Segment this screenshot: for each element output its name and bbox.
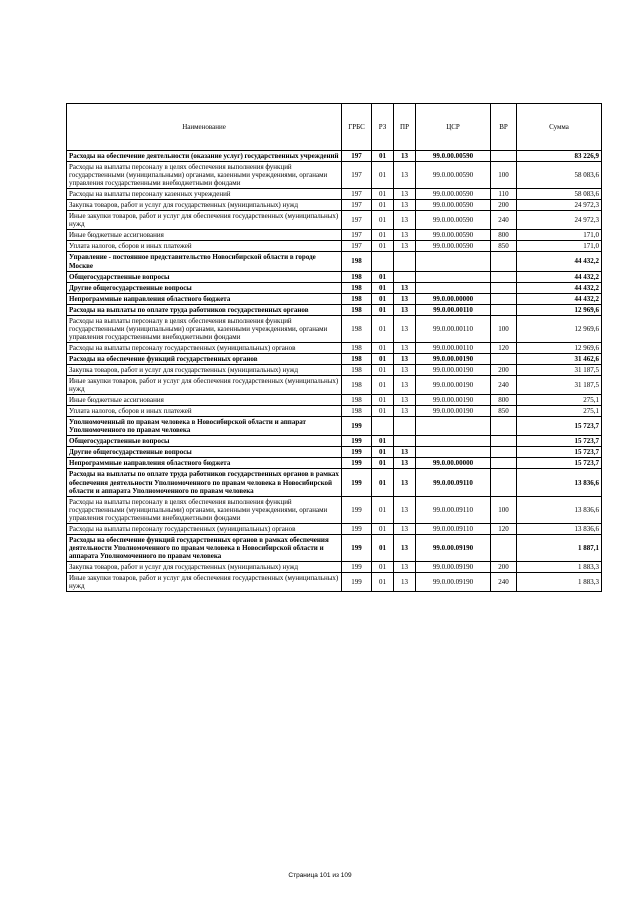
cell-sum: 12 969,6 <box>517 304 602 315</box>
cell-csr: 99.0.00.00590 <box>416 230 491 241</box>
budget-table <box>66 103 602 592</box>
cell-sum: 275,1 <box>517 406 602 417</box>
cell-vr: 100 <box>491 162 517 189</box>
table-row <box>67 151 602 162</box>
cell-grbs: 199 <box>342 496 372 523</box>
cell-pr: 13 <box>394 315 416 342</box>
header-row <box>67 104 602 151</box>
cell-sum: 44 432,2 <box>517 252 602 271</box>
cell-rz: 01 <box>372 304 394 315</box>
cell-grbs: 198 <box>342 395 372 406</box>
cell-sum: 58 083,6 <box>517 162 602 189</box>
cell-grbs: 198 <box>342 315 372 342</box>
cell-rz <box>372 417 394 436</box>
cell-grbs: 197 <box>342 162 372 189</box>
page-number: Страница 101 из 109 <box>288 872 352 879</box>
cell-rz: 01 <box>372 572 394 591</box>
table-row <box>67 417 602 436</box>
cell-name: Расходы на выплаты по оплате труда работников государственных органов <box>67 304 342 315</box>
cell-csr: 99.0.00.09190 <box>416 572 491 591</box>
cell-vr <box>491 252 517 271</box>
cell-grbs: 199 <box>342 572 372 591</box>
cell-name: Непрограммные направления областного бюджета <box>67 293 342 304</box>
cell-vr: 800 <box>491 395 517 406</box>
table-row <box>67 282 602 293</box>
cell-vr: 850 <box>491 406 517 417</box>
cell-sum: 24 972,3 <box>517 200 602 211</box>
cell-grbs: 197 <box>342 241 372 252</box>
header-rz: РЗ <box>372 104 394 151</box>
cell-name: Расходы на выплаты по оплате труда работников государственных органов в рамках обеспечения деятельности Уполномоченного по правам человека в Новосибирской области и аппарата Уполномоченного по правам человека <box>67 469 342 496</box>
cell-sum: 31 462,6 <box>517 353 602 364</box>
cell-grbs: 197 <box>342 189 372 200</box>
cell-rz: 01 <box>372 230 394 241</box>
cell-name: Уплата налогов, сборов и иных платежей <box>67 241 342 252</box>
table-row <box>67 447 602 458</box>
table-row <box>67 304 602 315</box>
cell-csr: 99.0.00.00190 <box>416 376 491 395</box>
cell-vr <box>491 304 517 315</box>
cell-rz: 01 <box>372 436 394 447</box>
cell-sum: 44 432,2 <box>517 282 602 293</box>
table-row <box>67 271 602 282</box>
header-sum: Сумма <box>517 104 602 151</box>
cell-csr: 99.0.00.09190 <box>416 534 491 561</box>
cell-pr: 13 <box>394 395 416 406</box>
cell-grbs: 198 <box>342 353 372 364</box>
table-row <box>67 241 602 252</box>
cell-grbs: 199 <box>342 523 372 534</box>
cell-vr: 200 <box>491 364 517 375</box>
table-row <box>67 523 602 534</box>
cell-vr <box>491 469 517 496</box>
cell-vr <box>491 417 517 436</box>
cell-grbs: 197 <box>342 211 372 230</box>
cell-vr: 120 <box>491 523 517 534</box>
cell-csr <box>416 271 491 282</box>
cell-grbs: 198 <box>342 293 372 304</box>
table-row <box>67 534 602 561</box>
cell-pr: 13 <box>394 458 416 469</box>
header-pr: ПР <box>394 104 416 151</box>
cell-csr <box>416 417 491 436</box>
cell-name: Расходы на обеспечение деятельности (оказание услуг) государственных учреждений <box>67 151 342 162</box>
cell-name: Иные закупки товаров, работ и услуг для обеспечения государственных (муниципальных) нужд <box>67 211 342 230</box>
cell-grbs: 199 <box>342 436 372 447</box>
cell-vr <box>491 353 517 364</box>
table-row <box>67 342 602 353</box>
cell-pr: 13 <box>394 469 416 496</box>
cell-csr: 99.0.00.00000 <box>416 293 491 304</box>
cell-csr <box>416 436 491 447</box>
table-row <box>67 200 602 211</box>
cell-grbs: 198 <box>342 252 372 271</box>
cell-sum: 171,0 <box>517 241 602 252</box>
cell-csr: 99.0.00.00190 <box>416 406 491 417</box>
cell-csr: 99.0.00.00590 <box>416 200 491 211</box>
table-body <box>67 151 602 592</box>
cell-sum: 15 723,7 <box>517 447 602 458</box>
cell-name: Непрограммные направления областного бюджета <box>67 458 342 469</box>
cell-sum: 15 723,7 <box>517 417 602 436</box>
table-row <box>67 561 602 572</box>
cell-csr <box>416 252 491 271</box>
cell-vr: 120 <box>491 342 517 353</box>
cell-sum: 13 836,6 <box>517 523 602 534</box>
cell-grbs: 199 <box>342 561 372 572</box>
cell-name: Управление - постоянное представительство Новосибирской области в городе Москве <box>67 252 342 271</box>
cell-vr <box>491 458 517 469</box>
cell-grbs: 198 <box>342 271 372 282</box>
cell-rz: 01 <box>372 315 394 342</box>
cell-pr: 13 <box>394 241 416 252</box>
cell-name: Расходы на выплаты персоналу в целях обеспечения выполнения функций государственными (муниципальными) органами, казенными учреждениями, органами управления государственными внебюджетными фондами <box>67 162 342 189</box>
cell-sum: 171,0 <box>517 230 602 241</box>
cell-sum: 1 883,3 <box>517 561 602 572</box>
cell-name: Иные бюджетные ассигнования <box>67 395 342 406</box>
table-row <box>67 458 602 469</box>
cell-vr <box>491 447 517 458</box>
cell-grbs: 198 <box>342 304 372 315</box>
cell-pr: 13 <box>394 200 416 211</box>
cell-rz: 01 <box>372 458 394 469</box>
cell-vr: 800 <box>491 230 517 241</box>
table-row <box>67 353 602 364</box>
cell-rz: 01 <box>372 395 394 406</box>
cell-csr: 99.0.00.00110 <box>416 342 491 353</box>
cell-rz: 01 <box>372 561 394 572</box>
cell-pr: 13 <box>394 293 416 304</box>
cell-csr <box>416 282 491 293</box>
cell-sum: 15 723,7 <box>517 436 602 447</box>
cell-csr: 99.0.00.09110 <box>416 523 491 534</box>
table-row <box>67 364 602 375</box>
cell-pr <box>394 417 416 436</box>
cell-csr: 99.0.00.00190 <box>416 364 491 375</box>
cell-grbs: 197 <box>342 151 372 162</box>
cell-vr: 240 <box>491 376 517 395</box>
cell-pr: 13 <box>394 189 416 200</box>
table-row <box>67 572 602 591</box>
cell-vr <box>491 436 517 447</box>
table-row <box>67 376 602 395</box>
cell-vr: 100 <box>491 315 517 342</box>
cell-csr: 99.0.00.00000 <box>416 458 491 469</box>
cell-sum: 83 226,9 <box>517 151 602 162</box>
table-row <box>67 189 602 200</box>
cell-name: Закупка товаров, работ и услуг для государственных (муниципальных) нужд <box>67 561 342 572</box>
cell-rz <box>372 252 394 271</box>
cell-rz: 01 <box>372 496 394 523</box>
table-row <box>67 469 602 496</box>
cell-csr: 99.0.00.00590 <box>416 151 491 162</box>
cell-rz: 01 <box>372 241 394 252</box>
cell-rz: 01 <box>372 353 394 364</box>
cell-pr: 13 <box>394 376 416 395</box>
cell-name: Расходы на выплаты персоналу государственных (муниципальных) органов <box>67 523 342 534</box>
cell-name: Расходы на обеспечение функций государственных органов в рамках обеспечения деятельности Уполномоченного по правам человека в Новосибирской области и аппарата Уполномоченного по правам человека <box>67 534 342 561</box>
cell-vr: 240 <box>491 572 517 591</box>
cell-vr <box>491 271 517 282</box>
cell-rz: 01 <box>372 282 394 293</box>
header-csr: ЦСР <box>416 104 491 151</box>
cell-vr: 850 <box>491 241 517 252</box>
cell-csr: 99.0.00.00590 <box>416 162 491 189</box>
cell-sum: 1 887,1 <box>517 534 602 561</box>
table-row <box>67 293 602 304</box>
table-row <box>67 230 602 241</box>
cell-rz: 01 <box>372 447 394 458</box>
cell-name: Иные бюджетные ассигнования <box>67 230 342 241</box>
cell-grbs: 198 <box>342 364 372 375</box>
cell-name: Расходы на выплаты персоналу в целях обеспечения выполнения функций государственными (муниципальными) органами, казенными учреждениями, органами управления государственными внебюджетными фондами <box>67 496 342 523</box>
cell-name: Расходы на обеспечение функций государственных органов <box>67 353 342 364</box>
cell-pr: 13 <box>394 211 416 230</box>
cell-csr: 99.0.00.00590 <box>416 211 491 230</box>
cell-csr: 99.0.00.00190 <box>416 353 491 364</box>
cell-grbs: 198 <box>342 406 372 417</box>
cell-pr <box>394 436 416 447</box>
cell-pr: 13 <box>394 534 416 561</box>
cell-grbs: 199 <box>342 417 372 436</box>
header-grbs: ГРБС <box>342 104 372 151</box>
cell-csr: 99.0.00.00590 <box>416 241 491 252</box>
cell-csr: 99.0.00.09110 <box>416 469 491 496</box>
cell-name: Закупка товаров, работ и услуг для государственных (муниципальных) нужд <box>67 200 342 211</box>
cell-pr: 13 <box>394 230 416 241</box>
cell-rz: 01 <box>372 342 394 353</box>
cell-csr: 99.0.00.09110 <box>416 496 491 523</box>
cell-sum: 15 723,7 <box>517 458 602 469</box>
table-row <box>67 315 602 342</box>
cell-pr: 13 <box>394 496 416 523</box>
cell-vr <box>491 293 517 304</box>
cell-vr: 110 <box>491 189 517 200</box>
table-row <box>67 436 602 447</box>
cell-csr: 99.0.00.00110 <box>416 315 491 342</box>
cell-grbs: 198 <box>342 282 372 293</box>
cell-name: Иные закупки товаров, работ и услуг для обеспечения государственных (муниципальных) нужд <box>67 572 342 591</box>
header-vr: ВР <box>491 104 517 151</box>
cell-name: Другие общегосударственные вопросы <box>67 447 342 458</box>
cell-rz: 01 <box>372 364 394 375</box>
cell-sum: 31 187,5 <box>517 364 602 375</box>
cell-sum: 24 972,3 <box>517 211 602 230</box>
cell-grbs: 198 <box>342 376 372 395</box>
cell-rz: 01 <box>372 162 394 189</box>
cell-grbs: 199 <box>342 458 372 469</box>
cell-name: Уполномоченный по правам человека в Новосибирской области и аппарат Уполномоченного по правам человека <box>67 417 342 436</box>
cell-csr <box>416 447 491 458</box>
cell-pr: 13 <box>394 447 416 458</box>
cell-pr: 13 <box>394 406 416 417</box>
cell-rz: 01 <box>372 211 394 230</box>
cell-pr: 13 <box>394 282 416 293</box>
cell-sum: 1 883,3 <box>517 572 602 591</box>
cell-name: Уплата налогов, сборов и иных платежей <box>67 406 342 417</box>
table-row <box>67 162 602 189</box>
cell-rz: 01 <box>372 189 394 200</box>
cell-pr: 13 <box>394 342 416 353</box>
cell-grbs: 199 <box>342 447 372 458</box>
cell-vr: 100 <box>491 496 517 523</box>
cell-sum: 13 836,6 <box>517 469 602 496</box>
cell-pr <box>394 252 416 271</box>
cell-rz: 01 <box>372 200 394 211</box>
cell-rz: 01 <box>372 469 394 496</box>
cell-name: Иные закупки товаров, работ и услуг для обеспечения государственных (муниципальных) нужд <box>67 376 342 395</box>
cell-name: Расходы на выплаты персоналу казенных учреждений <box>67 189 342 200</box>
cell-pr: 13 <box>394 353 416 364</box>
cell-rz: 01 <box>372 376 394 395</box>
cell-rz: 01 <box>372 151 394 162</box>
cell-sum: 12 969,6 <box>517 342 602 353</box>
cell-grbs: 198 <box>342 342 372 353</box>
cell-sum: 31 187,5 <box>517 376 602 395</box>
cell-grbs: 199 <box>342 534 372 561</box>
cell-name: Закупка товаров, работ и услуг для государственных (муниципальных) нужд <box>67 364 342 375</box>
cell-sum: 13 836,6 <box>517 496 602 523</box>
cell-grbs: 199 <box>342 469 372 496</box>
cell-name: Общегосударственные вопросы <box>67 436 342 447</box>
cell-csr: 99.0.00.09190 <box>416 561 491 572</box>
cell-rz: 01 <box>372 534 394 561</box>
table-row <box>67 395 602 406</box>
cell-vr <box>491 534 517 561</box>
cell-vr <box>491 282 517 293</box>
table-row <box>67 252 602 271</box>
cell-pr: 13 <box>394 151 416 162</box>
cell-grbs: 197 <box>342 230 372 241</box>
cell-vr: 240 <box>491 211 517 230</box>
cell-rz: 01 <box>372 523 394 534</box>
cell-rz: 01 <box>372 271 394 282</box>
cell-pr: 13 <box>394 561 416 572</box>
table-row <box>67 496 602 523</box>
cell-sum: 44 432,2 <box>517 271 602 282</box>
cell-sum: 58 083,6 <box>517 189 602 200</box>
cell-pr <box>394 271 416 282</box>
table-row <box>67 406 602 417</box>
cell-csr: 99.0.00.00590 <box>416 189 491 200</box>
cell-name: Общегосударственные вопросы <box>67 271 342 282</box>
cell-name: Другие общегосударственные вопросы <box>67 282 342 293</box>
cell-pr: 13 <box>394 304 416 315</box>
cell-rz: 01 <box>372 293 394 304</box>
cell-rz: 01 <box>372 406 394 417</box>
cell-pr: 13 <box>394 162 416 189</box>
header-name: Наименование <box>67 104 342 151</box>
cell-pr: 13 <box>394 364 416 375</box>
cell-vr: 200 <box>491 561 517 572</box>
cell-name: Расходы на выплаты персоналу в целях обеспечения выполнения функций государственными (муниципальными) органами, казенными учреждениями, органами управления государственными внебюджетными фондами <box>67 315 342 342</box>
cell-pr: 13 <box>394 572 416 591</box>
cell-sum: 12 969,6 <box>517 315 602 342</box>
cell-grbs: 197 <box>342 200 372 211</box>
cell-vr <box>491 151 517 162</box>
cell-csr: 99.0.00.00190 <box>416 395 491 406</box>
cell-vr: 200 <box>491 200 517 211</box>
cell-name: Расходы на выплаты персоналу государственных (муниципальных) органов <box>67 342 342 353</box>
table-row <box>67 211 602 230</box>
table-header <box>67 104 602 151</box>
cell-csr: 99.0.00.00110 <box>416 304 491 315</box>
cell-sum: 44 432,2 <box>517 293 602 304</box>
cell-sum: 275,1 <box>517 395 602 406</box>
cell-pr: 13 <box>394 523 416 534</box>
